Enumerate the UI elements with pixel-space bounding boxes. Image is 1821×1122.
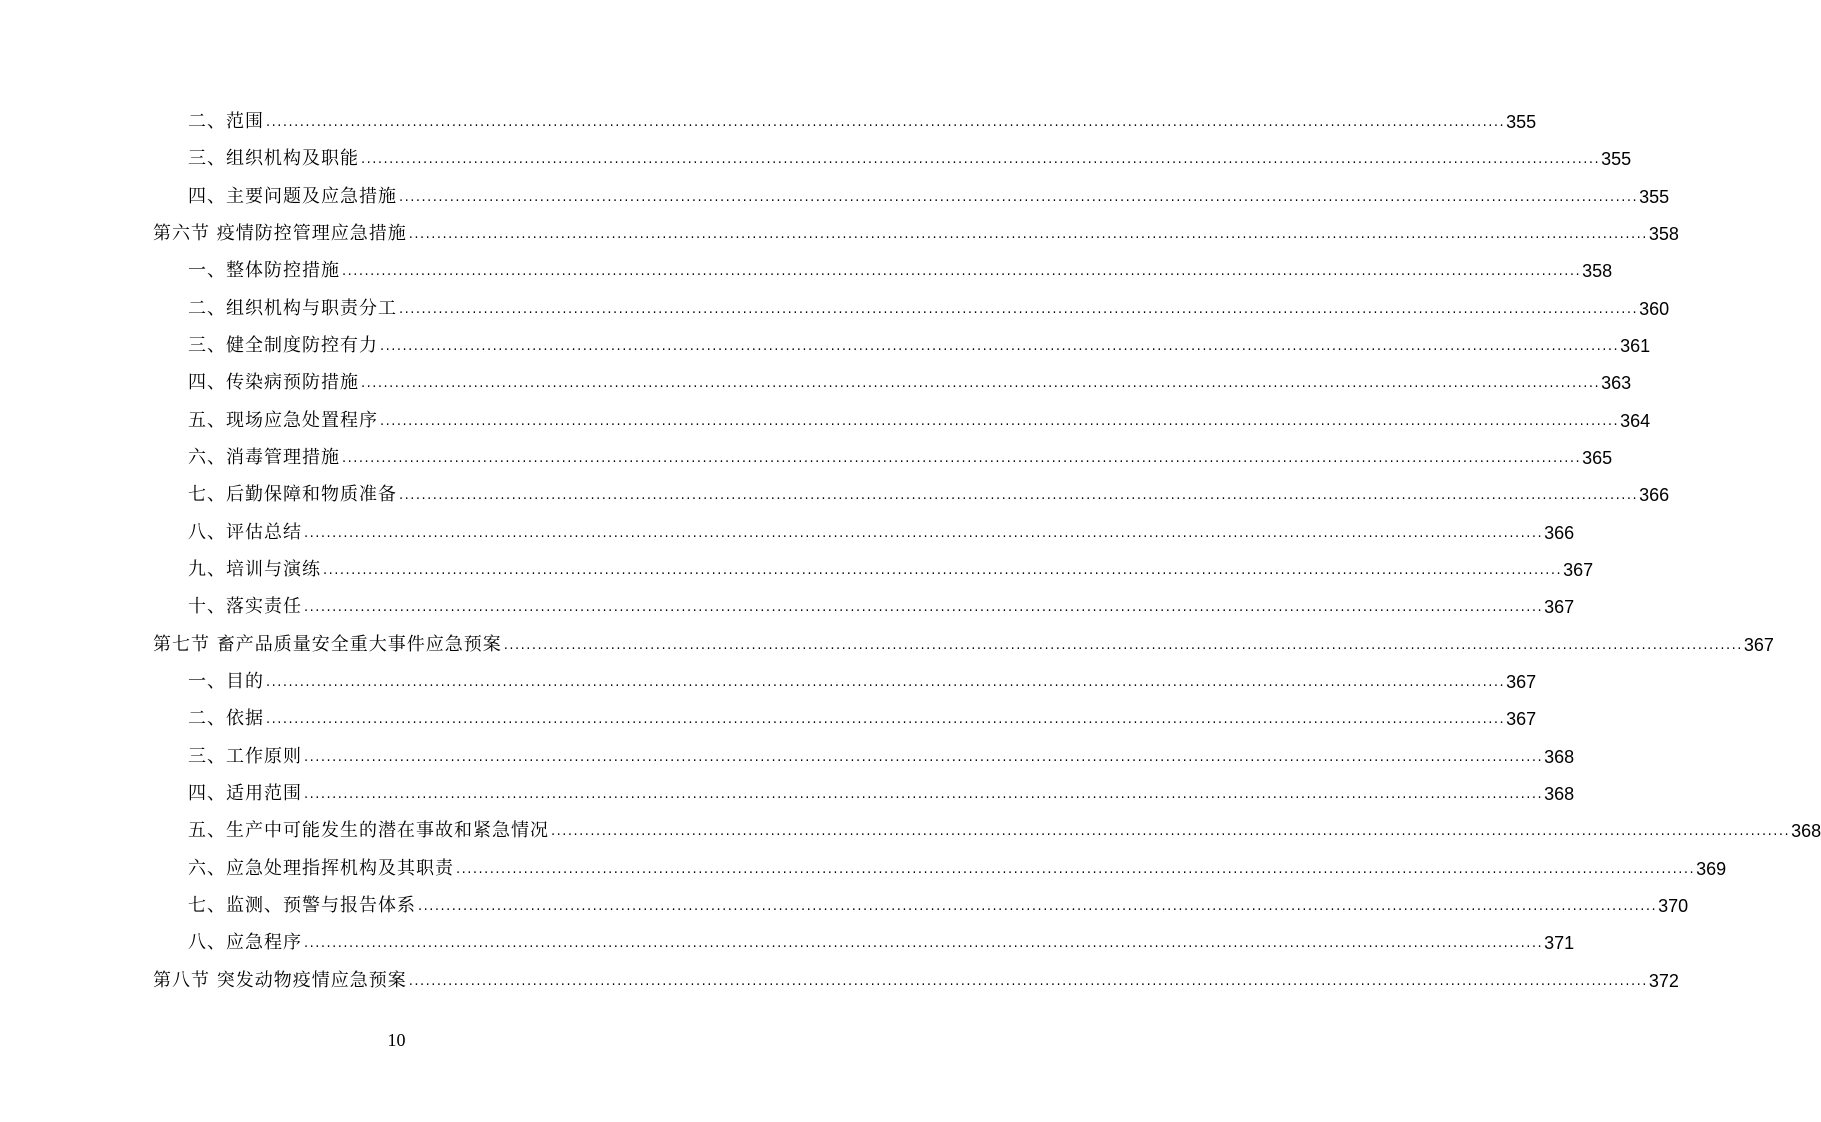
toc-entry-page: 368 (1791, 821, 1821, 841)
toc-entry-page: 363 (1601, 373, 1632, 393)
toc-entry-page: 367 (1743, 635, 1774, 655)
toc-entry-page: 367 (1544, 597, 1575, 617)
toc-entry[interactable] (188, 476, 1670, 506)
toc-entry[interactable] (188, 402, 1651, 432)
toc-entry-page: 368 (1544, 784, 1575, 804)
toc-entry-title: 三、组织机构及职能 (188, 148, 359, 169)
toc-leader-dots: ............................................................................................................................................................................................................................ (408, 974, 1648, 989)
toc-entry[interactable] (188, 812, 1821, 842)
toc-entry-page: 367 (1506, 672, 1537, 692)
toc-entry[interactable] (188, 700, 1537, 730)
toc-entry-page: 369 (1696, 859, 1727, 879)
toc-leader-dots: ............................................................................................................................................................................................................................ (380, 414, 1620, 429)
toc-section-entry[interactable] (153, 215, 1679, 245)
toc-entry[interactable] (188, 663, 1537, 693)
toc-leader-dots: ............................................................................................................................................................................................................................ (503, 638, 1743, 653)
toc-entry[interactable] (188, 551, 1594, 581)
toc-section-entry[interactable] (153, 962, 1679, 992)
toc-leader-dots: ............................................................................................................................................................................................................................ (304, 600, 1544, 615)
toc-leader-dots: ............................................................................................................................................................................................................................ (551, 824, 1791, 839)
toc-entry-title: 四、主要问题及应急措施 (188, 186, 397, 207)
toc-leader-dots: ............................................................................................................................................................................................................................ (380, 339, 1620, 354)
toc-leader-dots: ............................................................................................................................................................................................................................ (399, 302, 1639, 317)
toc-entry-page: 368 (1544, 747, 1575, 767)
toc-entry[interactable] (188, 364, 1632, 394)
toc-entry-page: 358 (1648, 224, 1679, 244)
toc-leader-dots: ............................................................................................................................................................................................................................ (266, 712, 1506, 727)
toc-entry-title: 第八节 突发动物疫情应急预案 (153, 970, 407, 991)
toc-entry-page: 367 (1563, 560, 1594, 580)
toc-entry-title: 二、依据 (188, 708, 264, 729)
toc-entry-page: 355 (1601, 149, 1632, 169)
toc-leader-dots: ............................................................................................................................................................................................................................ (342, 451, 1582, 466)
toc-entry-page: 366 (1639, 485, 1670, 505)
toc-entry-page: 360 (1639, 299, 1670, 319)
toc-entry-page: 355 (1639, 187, 1670, 207)
toc-entry-title: 一、目的 (188, 671, 264, 692)
toc-entry[interactable] (188, 140, 1632, 170)
toc-entry-title: 六、消毒管理措施 (188, 447, 340, 468)
toc-entry-page: 365 (1582, 448, 1613, 468)
toc-leader-dots: ............................................................................................................................................................................................................................ (399, 190, 1639, 205)
toc-entry[interactable] (188, 775, 1575, 805)
toc-entry-title: 四、传染病预防措施 (188, 372, 359, 393)
toc-leader-dots: ............................................................................................................................................................................................................................ (408, 227, 1648, 242)
toc-entry-title: 三、健全制度防控有力 (188, 335, 378, 356)
toc-entry[interactable] (188, 290, 1670, 320)
toc-leader-dots: ............................................................................................................................................................................................................................ (304, 787, 1544, 802)
toc-entry[interactable] (188, 439, 1613, 469)
toc-entry[interactable] (188, 924, 1575, 954)
page-number: 10 (387, 1030, 406, 1050)
toc-entry-title: 七、后勤保障和物质准备 (188, 484, 397, 505)
toc-entry-page: 355 (1506, 112, 1537, 132)
toc-leader-dots: ............................................................................................................................................................................................................................ (266, 115, 1506, 130)
toc-leader-dots: ............................................................................................................................................................................................................................ (304, 750, 1544, 765)
toc-entry[interactable] (188, 252, 1613, 282)
toc-entry-title: 七、监测、预警与报告体系 (188, 895, 416, 916)
toc-entry-title: 八、应急程序 (188, 932, 302, 953)
toc-leader-dots: ............................................................................................................................................................................................................................ (418, 899, 1658, 914)
toc-entry-page: 366 (1544, 523, 1575, 543)
toc-entry-title: 二、组织机构与职责分工 (188, 298, 397, 319)
toc-entry-title: 三、工作原则 (188, 746, 302, 767)
toc-entry-title: 十、落实责任 (188, 596, 302, 617)
toc-leader-dots: ............................................................................................................................................................................................................................ (266, 675, 1506, 690)
toc-entry-title: 第七节 畜产品质量安全重大事件应急预案 (153, 634, 502, 655)
toc-entry-title: 六、应急处理指挥机构及其职责 (188, 858, 454, 879)
toc-leader-dots: ............................................................................................................................................................................................................................ (361, 376, 1601, 391)
toc-entry-page: 372 (1648, 971, 1679, 991)
toc-entry[interactable] (188, 588, 1575, 618)
toc-leader-dots: ............................................................................................................................................................................................................................ (399, 488, 1639, 503)
toc-leader-dots: ............................................................................................................................................................................................................................ (456, 862, 1696, 877)
toc-entry[interactable] (188, 738, 1575, 768)
toc-entry-page: 370 (1658, 896, 1689, 916)
toc-leader-dots: ............................................................................................................................................................................................................................ (323, 563, 1563, 578)
toc-entry-title: 五、生产中可能发生的潜在事故和紧急情况 (188, 820, 549, 841)
toc-entry-page: 358 (1582, 261, 1613, 281)
toc-entry-title: 五、现场应急处置程序 (188, 410, 378, 431)
toc-entry-title: 四、适用范围 (188, 783, 302, 804)
toc-entry-page: 361 (1620, 336, 1651, 356)
toc-entry-title: 九、培训与演练 (188, 559, 321, 580)
toc-leader-dots: ............................................................................................................................................................................................................................ (342, 264, 1582, 279)
toc-entry-title: 八、评估总结 (188, 522, 302, 543)
toc-leader-dots: ............................................................................................................................................................................................................................ (304, 526, 1544, 541)
toc-entry[interactable] (188, 327, 1651, 357)
toc-entry-page: 367 (1506, 709, 1537, 729)
toc-entry-page: 364 (1620, 411, 1651, 431)
toc-leader-dots: ............................................................................................................................................................................................................................ (304, 936, 1544, 951)
toc-leader-dots: ............................................................................................................................................................................................................................ (361, 152, 1601, 167)
toc-entry[interactable] (188, 850, 1727, 880)
toc-entry[interactable] (188, 178, 1670, 208)
toc-entry[interactable] (188, 514, 1575, 544)
toc-entry-page: 371 (1544, 933, 1575, 953)
toc-entry-title: 一、整体防控措施 (188, 260, 340, 281)
toc-entry[interactable] (188, 887, 1689, 917)
toc-section-entry[interactable] (153, 626, 1774, 656)
toc-entry-title: 二、范围 (188, 111, 264, 132)
toc-entry[interactable] (188, 103, 1537, 133)
toc-entry-title: 第六节 疫情防控管理应急措施 (153, 223, 407, 244)
